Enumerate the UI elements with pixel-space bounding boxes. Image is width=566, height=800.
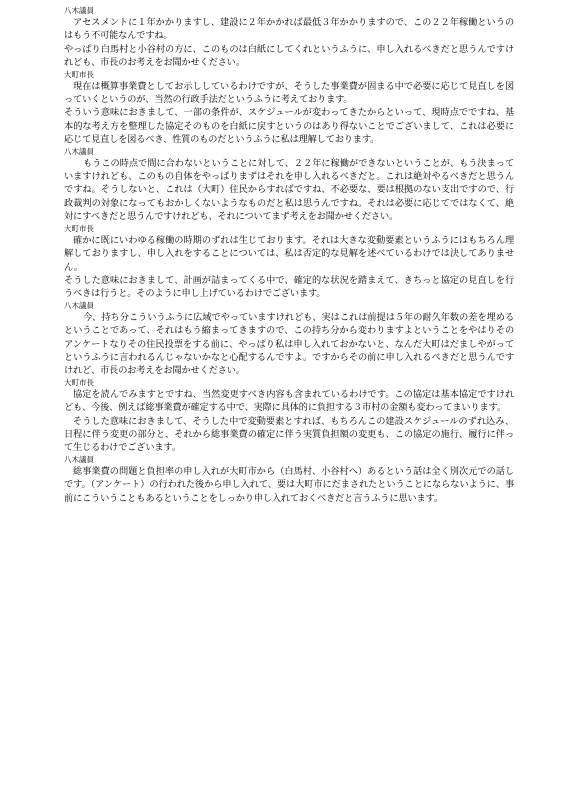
paragraph: 確かに既にいわゆる稼働の時期のずれは生じております。それは大きな変動要素というふうにはもちろん理解しておりますし、申し入れをすることについては、私は否定的な見解を述べているわけでは決してありません。 (64, 234, 514, 273)
speaker-label: 大町市長 (64, 69, 94, 79)
speaker-label: 大町市長 (64, 377, 94, 387)
paragraph: そうした意味におきまして、計画が詰まってくる中で、確定的な状況を踏まえて、きちっと協定の見直しを行うべきは行うと。そのように申し上げているわけでございます。 (64, 274, 514, 300)
paragraph: 総事業費の問題と負担率の申し入れが大町市から（白馬村、小谷村へ）あるという話は全く別次元での話しです。（アンケート）の行われた後から申し入れて、要は大町市にだまされたということにならないように、事前にこういうこともあるということをしっかり申し入れておくべきだと言うふうに思います。 (64, 465, 514, 504)
paragraph: そうした意味におきまして、そうした中で変動要素とすれば、もちろんこの建設スケジュールのずれ込み、日程に伴う変更の部分と、それから総事業費の確定に伴う実質負担額の変更も、この協定の施行、履行に伴って生じるわけでございます。 (64, 415, 514, 454)
speaker-label: 八木議員 (64, 300, 94, 310)
paragraph: やっぱり白馬村と小谷村の方に、このものは白紙にしてくれというふうに、申し入れるべきだと思うんですけれども、市長のお考えをお聞かせください。 (64, 43, 514, 69)
speaker-label: 八木議員 (64, 454, 94, 464)
paragraph: もうこの時点で間に合わないということに対して、２２年に稼働ができないということが、もう決まっていますけれども、このもの自体をやっぱりまずはそれを申し入れるべきだと。これは絶対やるべきだと思うんですね。そうしないと、これは（大町）住民からすればですね、不必要な、要は根拠のない支出ですので、行政裁判の対象になってもおかしくないようなものだと私は思うんですね。それは必要に応じてではなくて、絶対にすべきだと思うんですけれども、それについてまず考えをお聞かせください。 (64, 157, 514, 223)
paragraph: 協定を読んでみますとですね、当然変更すべき内容も含まれているわけです。この協定は基本協定ですけれども、今後、例えば総事業費が確定する中で、実際に具体的に負担する３市村の金額も変わってまいります。 (64, 388, 514, 414)
paragraph: アセスメントに１年かかりますし、建設に２年かかれば最低３年かかりますので、この２２年稼働というのはもう不可能なんですね。 (64, 17, 514, 42)
speaker-label: 八木議員 (64, 146, 94, 156)
paragraph: そういう意味におきまして、一部の条件が、スケジュールが変わってきたからといって、現時点でですね、基本的な考え方を整理した協定そのものを白紙に戻すというのはあり得ないことでございまして、これは必要に応じて見直しを図るべき、性質のものだというふうに私は理解しております。 (64, 107, 514, 146)
speaker-label: 大町市長 (64, 223, 94, 233)
paragraph: 現在は概算事業費としてお示ししているわけですが、そうした事業費が固まる中で必要に応じて見直しを図っていくというのが、当然の行政手法だというふうに考えております。 (64, 80, 514, 106)
paragraph: 今、持ち分こういうふうに広域でやっていますけれども、実はこれは前提は５年の耐久年数の差を埋めるということであって、それはもう縮まってきますので、この持ち分から変わりますよということをやはりそのアンケートなりその住民投票をする前に、やっぱり私は申し入れておかないと、なんだ大町はだましやがってというふうに言われるんじゃないかなと心配するんですよ。ですからその前に申し入れるべきだと思うんですけれど、市長のお考えをお聞かせください。 (64, 311, 514, 377)
speaker-label: 八木議員 (64, 6, 94, 15)
